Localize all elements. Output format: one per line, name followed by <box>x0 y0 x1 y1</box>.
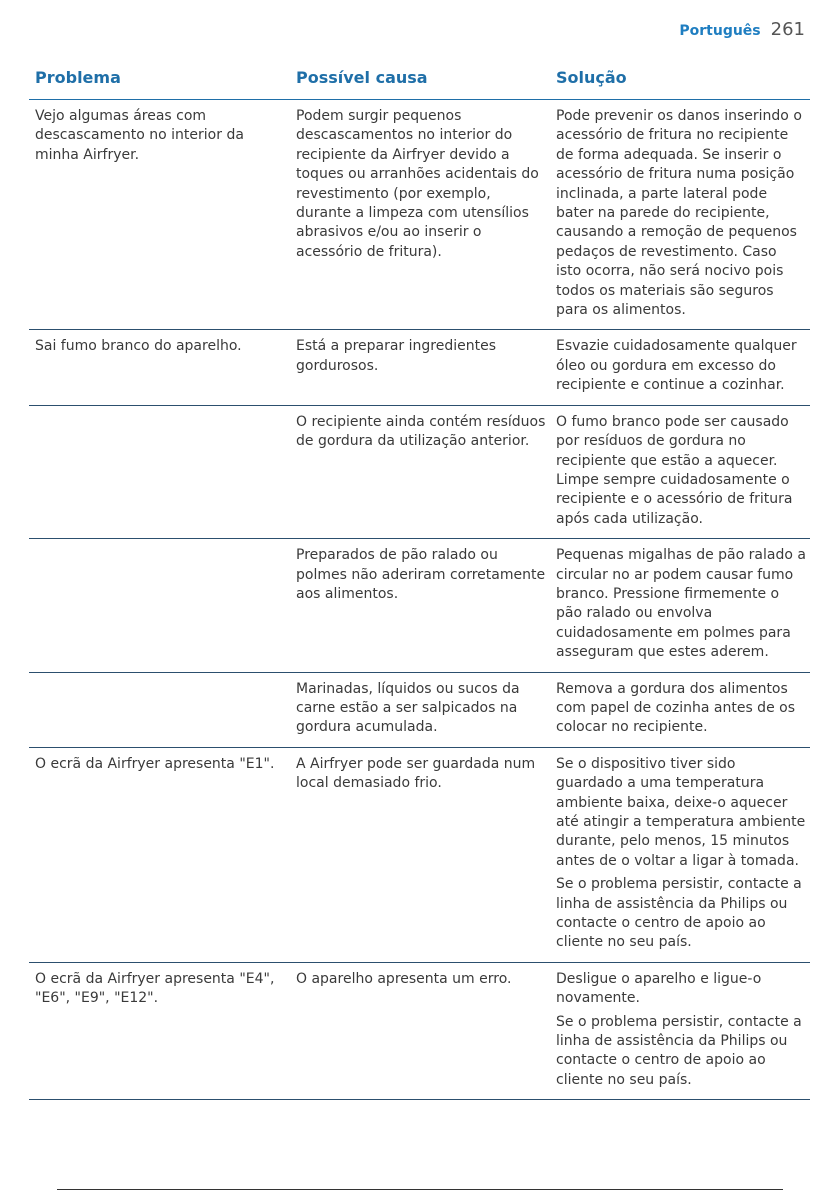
solution-cell <box>550 672 810 747</box>
solution-cell <box>550 539 810 672</box>
solution-paragraph: Desligue o aparelho e ligue-o novamente. <box>556 970 762 1007</box>
problem-cell <box>29 405 290 538</box>
cause-cell: Podem surgir pequenos descascamentos no interior do recipiente da Airfryer devido a toques ou arranhões acidentais do revestimento (por exemplo, durante a limpeza com utensílios abrasivos e/ou ao inserir o acessório de fritura). <box>290 100 550 330</box>
table-row <box>29 100 810 330</box>
cause-cell: O aparelho apresenta um erro. <box>290 962 550 1099</box>
solution-paragraph: O fumo branco pode ser causado por resíduos de gordura no recipiente que estão a aquecer. Limpe sempre cuidadosamente o recipiente e o acessório de fritura após cada utilização. <box>556 413 793 527</box>
table-body <box>29 100 810 1100</box>
solution-paragraph: Se o problema persistir, contacte a linha de assistência da Philips ou contacte o centro de apoio ao cliente no seu país. <box>556 876 802 951</box>
column-header-cause: Possível causa <box>290 58 550 100</box>
solution-cell <box>550 100 810 330</box>
table-row <box>29 539 810 672</box>
solution-paragraph: Pequenas migalhas de pão ralado a circular no ar podem causar fumo branco. Pressione firmemente o pão ralado ou envolva cuidadosamente em polmes para asseguram que estes aderem. <box>556 547 806 661</box>
solution-paragraph: Se o problema persistir, contacte a linha de assistência da Philips ou contacte o centro de apoio ao cliente no seu país. <box>556 1013 802 1088</box>
table-row <box>29 330 810 405</box>
troubleshooting-table <box>29 58 810 1100</box>
problem-cell <box>29 539 290 672</box>
solution-cell <box>550 962 810 1099</box>
cause-cell: Está a preparar ingredientes gordurosos. <box>290 330 550 405</box>
problem-cell: O ecrã da Airfryer apresenta "E1". <box>29 747 290 962</box>
problem-cell: Sai fumo branco do aparelho. <box>29 330 290 405</box>
solution-cell <box>550 747 810 962</box>
problem-cell: Vejo algumas áreas com descascamento no interior da minha Airfryer. <box>29 100 290 330</box>
problem-cell: O ecrã da Airfryer apresenta "E4", "E6", "E9", "E12". <box>29 962 290 1099</box>
table-row <box>29 962 810 1099</box>
column-header-solution: Solução <box>550 58 810 100</box>
cause-cell: Marinadas, líquidos ou sucos da carne estão a ser salpicados na gordura acumulada. <box>290 672 550 747</box>
problem-cell <box>29 672 290 747</box>
table-row <box>29 672 810 747</box>
language-label: Português <box>679 23 761 39</box>
solution-paragraph: Se o dispositivo tiver sido guardado a uma temperatura ambiente baixa, deixe-o aquecer até atingir a temperatura ambiente durante, pelo menos, 15 minutos antes de o voltar a ligar à tomada. <box>556 755 806 869</box>
solution-cell <box>550 330 810 405</box>
cause-cell: A Airfryer pode ser guardada num local demasiado frio. <box>290 747 550 962</box>
page-header <box>679 19 805 40</box>
table-row <box>29 747 810 962</box>
cause-cell: O recipiente ainda contém resíduos de gordura da utilização anterior. <box>290 405 550 538</box>
cause-cell: Preparados de pão ralado ou polmes não aderiram corretamente aos alimentos. <box>290 539 550 672</box>
column-header-problem: Problema <box>29 58 290 100</box>
table-header-row <box>29 58 810 100</box>
footer-divider <box>57 1189 783 1190</box>
solution-paragraph: Pode prevenir os danos inserindo o acessório de fritura no recipiente de forma adequada. Se inserir o acessório de fritura numa posição inclinada, a parte lateral pode bater na parede do recipiente, causando a remoção de pequenos pedaços de revestimento. Caso isto ocorra, não será nocivo pois todos os materiais são seguros para os alimentos. <box>556 108 802 319</box>
solution-paragraph: Remova a gordura dos alimentos com papel de cozinha antes de os colocar no recipiente. <box>556 680 795 736</box>
solution-cell <box>550 405 810 538</box>
solution-paragraph: Esvazie cuidadosamente qualquer óleo ou gordura em excesso do recipiente e continue a cozinhar. <box>556 338 797 394</box>
table-row <box>29 405 810 538</box>
page-number: 261 <box>770 19 805 40</box>
